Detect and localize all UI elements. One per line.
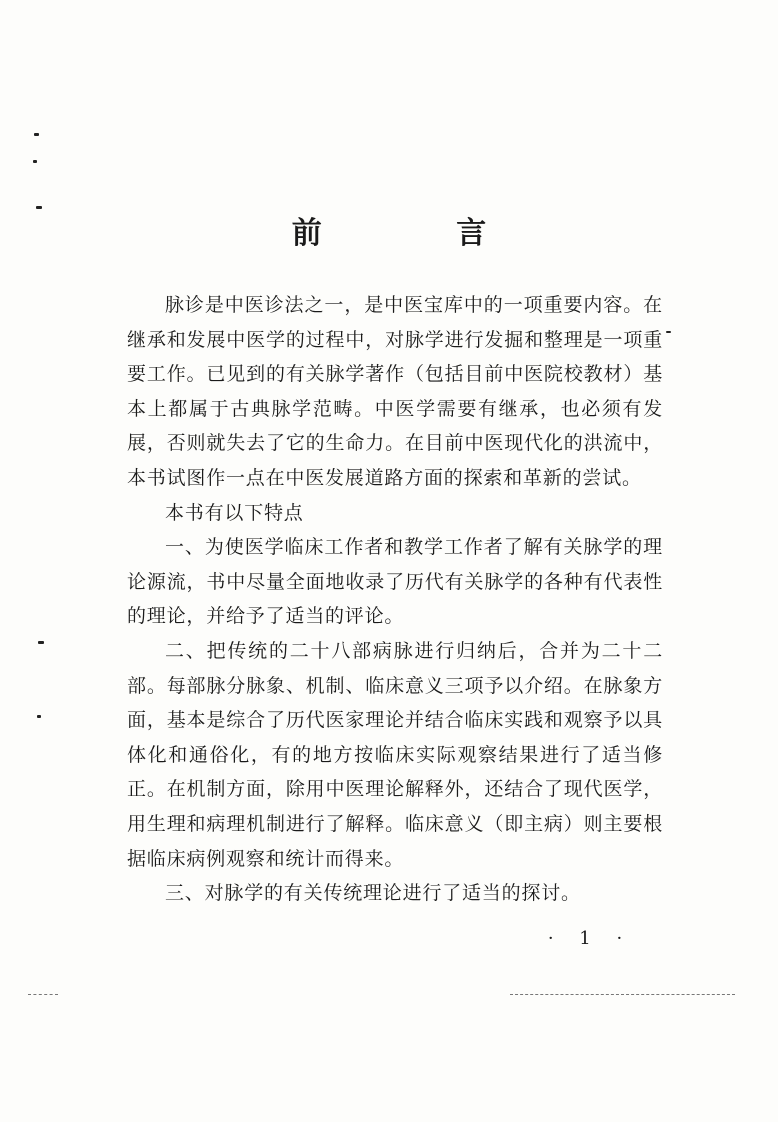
page-number: · 1 · — [547, 928, 633, 949]
scan-speck — [36, 206, 42, 209]
scan-speck — [33, 160, 37, 163]
preface-body — [127, 288, 663, 911]
paragraph-feature-3: 三、对脉学的有关传统理论进行了适当的探讨。 — [165, 882, 581, 905]
paragraph-features-heading: 本书有以下特点 — [165, 501, 304, 524]
scan-speck — [38, 641, 44, 644]
paragraph-feature-1: 一、为使医学临床工作者和教学工作者了解有关脉学的理论源流，书中尽量全面地收录了历代有关脉学的各种有代表性的理论，并给予了适当的评论。 — [127, 536, 663, 628]
paragraph-intro: 脉诊是中医诊法之一，是中医宝库中的一项重要内容。在继承和发展中医学的过程中，对脉学进行发掘和整理是一项重要工作。已见到的有关脉学著作（包括目前中医院校教材）基本上都属于古典脉学范畴。中医学需要有继承，也必须有发展，否则就失去了它的生命力。在目前中医现代化的洪流中，本书试图作一点在中医发展道路方面的探索和革新的尝试。 — [127, 294, 663, 489]
scan-speck — [666, 331, 671, 333]
scan-speck — [37, 715, 41, 718]
scan-rule-right — [510, 994, 735, 995]
paragraph-feature-2: 二、把传统的二十八部病脉进行归纳后，合并为二十二部。每部脉分脉象、机制、临床意义三项予以介绍。在脉象方面，基本是综合了历代医家理论并结合临床实践和观察予以具体化和通俗化，有的地方按临床实际观察结果进行了适当修正。在机制方面，除用中医理论解释外，还结合了现代医学，用生理和病理机制进行了解释。临床意义（即主病）则主要根据临床病例观察和统计而得来。 — [127, 639, 663, 870]
scan-speck — [34, 133, 39, 136]
scan-rule-left — [28, 994, 58, 995]
page-title: 前 言 — [291, 216, 549, 251]
